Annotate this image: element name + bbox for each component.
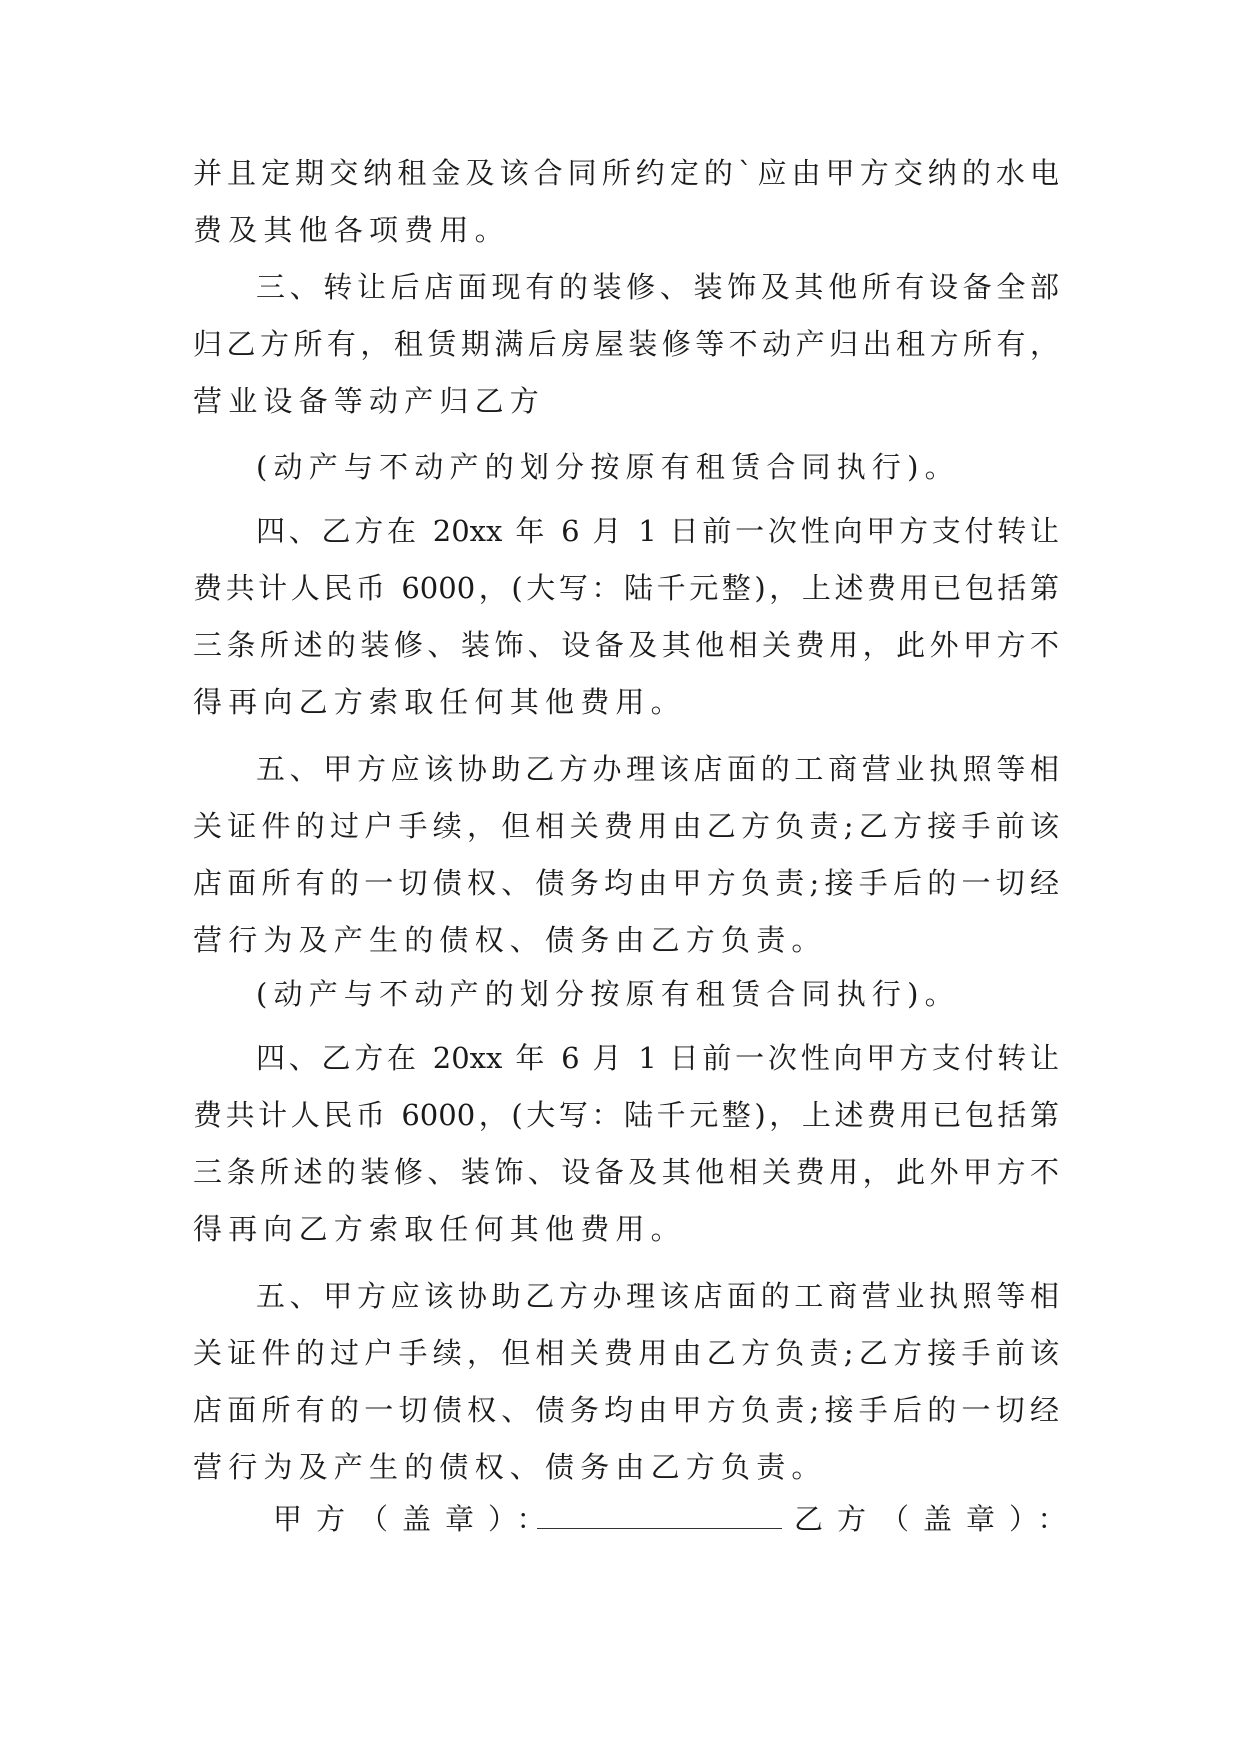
text-line: 五、甲方应该协助乙方办理该店面的工商营业执照等相 [256, 1279, 1059, 1313]
signature-blank-line [537, 1528, 782, 1529]
text-line: 费及其他各项费用。 [193, 213, 510, 247]
text-line: 费共计人民币 6000，(大写：陆千元整)，上述费用已包括第 [193, 1098, 1059, 1132]
text-line: 得再向乙方索取任何其他费用。 [193, 1212, 686, 1246]
text-line: 营行为及产生的债权、债务由乙方负责。 [193, 1450, 827, 1484]
text-line: 三、转让后店面现有的装修、装饰及其他所有设备全部 [256, 270, 1059, 304]
text-line: 三条所述的装修、装饰、设备及其他相关费用，此外甲方不 [193, 1155, 1059, 1189]
text-line: 四、乙方在 20xx 年 6 月 1 日前一次性向甲方支付转让 [256, 1041, 1059, 1075]
text-line: 营行为及产生的债权、债务由乙方负责。 [193, 923, 827, 957]
text-line: 并且定期交纳租金及该合同所约定的`应由甲方交纳的水电 [193, 156, 1059, 190]
text-line: 五、甲方应该协助乙方办理该店面的工商营业执照等相 [256, 752, 1059, 786]
text-line: 营业设备等动产归乙方 [193, 384, 546, 418]
text-line: 关证件的过户手续，但相关费用由乙方负责;乙方接手前该 [193, 809, 1059, 843]
text-line: 归乙方所有，租赁期满后房屋装修等不动产归出租方所有， [193, 327, 1059, 361]
party-b-signature-label: 乙方（盖章）： [794, 1502, 1081, 1536]
text-line: 店面所有的一切债权、债务均由甲方负责;接手后的一切经 [193, 1393, 1059, 1427]
text-line: 得再向乙方索取任何其他费用。 [193, 685, 686, 719]
text-line: 费共计人民币 6000，(大写：陆千元整)，上述费用已包括第 [193, 571, 1059, 605]
text-line: 店面所有的一切债权、债务均由甲方负责;接手后的一切经 [193, 866, 1059, 900]
text-line: 三条所述的装修、装饰、设备及其他相关费用，此外甲方不 [193, 628, 1059, 662]
text-line: (动产与不动产的划分按原有租赁合同执行)。 [256, 450, 960, 484]
text-line: 四、乙方在 20xx 年 6 月 1 日前一次性向甲方支付转让 [256, 514, 1059, 548]
party-a-signature-label: 甲方（盖章）： [273, 1502, 560, 1536]
text-line: 关证件的过户手续，但相关费用由乙方负责;乙方接手前该 [193, 1336, 1059, 1370]
text-line: (动产与不动产的划分按原有租赁合同执行)。 [256, 977, 960, 1011]
